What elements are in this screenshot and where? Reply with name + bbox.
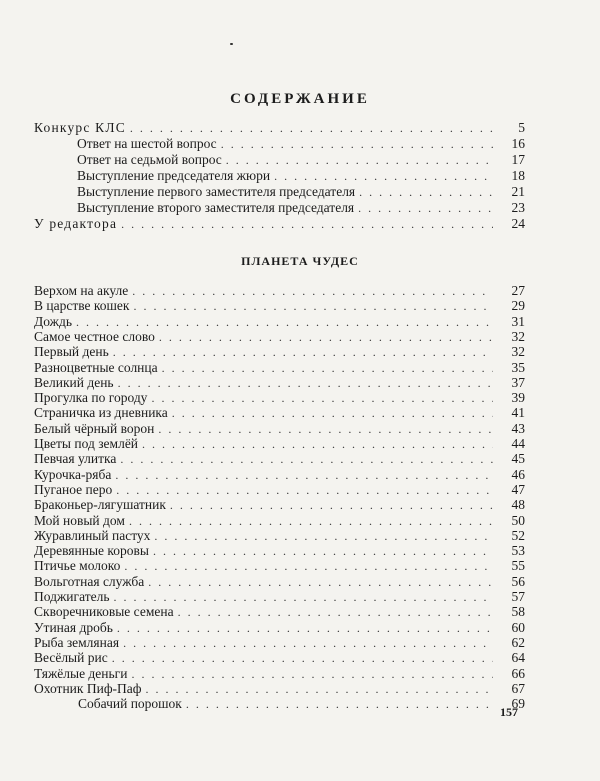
toc-title: Скворечниковые семена: [34, 604, 174, 620]
toc-page: 16: [511, 136, 525, 151]
toc-title: Браконьер-лягушатник: [34, 497, 166, 513]
toc-title: Утиная дробь: [34, 619, 113, 635]
toc-row: [34, 650, 525, 666]
dot-leader: [123, 635, 493, 651]
toc-title: Рыба земляная: [34, 634, 120, 650]
toc-title: Верхом на акуле: [34, 283, 129, 298]
toc-row: [34, 283, 525, 299]
dot-leader: [221, 136, 493, 152]
toc-row: [77, 200, 525, 216]
toc-page: 62: [511, 634, 525, 650]
dot-leader: [131, 666, 493, 682]
toc-page: 23: [511, 200, 525, 215]
toc-title: Цветы под землёй: [34, 436, 139, 451]
toc-title: Птичье молоко: [34, 558, 121, 574]
toc-row: [77, 184, 525, 200]
contents-heading: СОДЕРЖАНИЕ: [230, 91, 370, 107]
toc-title: Собачий порошок: [78, 696, 182, 712]
dot-leader: [133, 298, 493, 314]
toc-row: [77, 152, 525, 168]
toc-page: 24: [511, 216, 525, 231]
toc-page: 46: [511, 466, 525, 482]
dot-leader: [148, 574, 493, 590]
toc-row: [34, 216, 525, 232]
toc-row: [78, 696, 525, 712]
toc-page: 32: [511, 344, 525, 360]
toc-page: 37: [511, 374, 525, 390]
toc-title: Деревянные коровы: [34, 543, 149, 559]
toc-page: 60: [511, 619, 525, 635]
dot-leader: [120, 451, 493, 467]
dot-leader: [154, 528, 493, 544]
toc-row: [34, 635, 525, 651]
dot-leader: [132, 283, 493, 299]
dot-leader: [159, 329, 493, 345]
toc-page: 47: [511, 481, 525, 497]
toc-row: [34, 497, 525, 513]
toc-title: Выступление второго заместителя председателя: [77, 200, 355, 215]
toc-title: Ответ на шестой вопрос: [77, 136, 217, 151]
dot-leader: [112, 650, 493, 666]
toc-page: 69: [511, 696, 525, 712]
toc-row: [34, 390, 525, 406]
toc-title: Выступление первого заместителя председателя: [77, 184, 356, 199]
toc-title: Первый день: [34, 344, 109, 360]
dot-leader: [186, 696, 493, 712]
toc-title: Великий день: [34, 374, 114, 390]
dot-leader: [121, 216, 493, 232]
toc-title: Весёлый рис: [34, 650, 108, 666]
toc-page: 45: [511, 451, 525, 467]
toc-row: [34, 298, 525, 314]
dot-leader: [130, 120, 493, 136]
toc-row: [34, 666, 525, 682]
toc-row: [34, 421, 525, 437]
toc-title: Ответ на седьмой вопрос: [77, 152, 222, 167]
toc-page: 31: [511, 313, 525, 329]
toc-page: 48: [511, 497, 525, 513]
dot-leader: [76, 314, 493, 330]
toc-page: 50: [511, 512, 525, 528]
dot-leader: [226, 152, 493, 168]
toc-page: 17: [511, 152, 525, 167]
toc-page: 56: [511, 573, 525, 589]
dot-leader: [116, 482, 493, 498]
toc-row: [34, 436, 525, 452]
toc-row: [34, 528, 525, 544]
toc-row: [34, 574, 525, 590]
toc-page: 64: [511, 650, 525, 666]
toc-title: Тяжёлые деньги: [34, 665, 128, 681]
toc-page: 44: [511, 436, 525, 451]
toc-row: [34, 681, 525, 697]
print-mark: [230, 43, 233, 45]
dot-leader: [274, 168, 493, 184]
dot-leader: [359, 184, 493, 200]
toc-page: 66: [511, 665, 525, 681]
toc-title: Конкурс КЛС: [34, 120, 126, 135]
toc-row: [77, 136, 525, 152]
toc-row: [34, 120, 525, 136]
toc-page: 5: [518, 120, 525, 135]
dot-leader: [129, 513, 493, 529]
toc-page: 67: [511, 680, 525, 696]
toc-title: Курочка-ряба: [34, 466, 112, 482]
dot-leader: [153, 543, 493, 559]
toc-page: 53: [511, 543, 525, 559]
toc-row: [34, 405, 525, 421]
toc-page: 58: [511, 604, 525, 620]
toc-row: [34, 314, 525, 330]
toc-row: [34, 375, 525, 391]
dot-leader: [117, 620, 493, 636]
toc-page: 18: [511, 168, 525, 183]
toc-row: [34, 543, 525, 559]
dot-leader: [115, 467, 493, 483]
toc-page: 43: [511, 420, 525, 436]
dot-leader: [113, 344, 493, 360]
dot-leader: [162, 360, 493, 376]
toc-page: 55: [511, 558, 525, 574]
toc-title: Выступление председателя жюри: [77, 168, 271, 183]
toc-title: В царстве кошек: [34, 298, 130, 314]
toc-row: [34, 513, 525, 529]
page-number: 157: [500, 705, 518, 719]
toc-page: 29: [511, 298, 525, 314]
toc-title: Охотник Пиф-Паф: [34, 680, 142, 696]
toc-row: [34, 558, 525, 574]
toc-row: [34, 620, 525, 636]
toc-page: 35: [511, 359, 525, 375]
toc-page: 39: [511, 390, 525, 406]
toc-page: 32: [511, 328, 525, 344]
dot-leader: [172, 405, 493, 421]
toc-row: [34, 589, 525, 605]
dot-leader: [118, 375, 493, 391]
toc-title: Прогулка по городу: [34, 390, 148, 406]
toc-title: Белый чёрный ворон: [34, 420, 155, 436]
toc-title: Дождь: [34, 313, 72, 329]
toc-row: [34, 604, 525, 620]
dot-leader: [158, 421, 493, 437]
toc-row: [34, 344, 525, 360]
dot-leader: [146, 681, 493, 697]
toc-page: 52: [511, 527, 525, 543]
toc-title: Поджигатель: [34, 589, 110, 604]
toc-page: 27: [511, 283, 525, 298]
toc-title: Певчая улитка: [34, 451, 117, 467]
toc-page: 41: [511, 405, 525, 421]
toc-title: Самое честное слово: [34, 328, 155, 344]
toc-title: У редактора: [34, 216, 118, 231]
toc-page: 21: [511, 184, 525, 199]
toc-row: [34, 329, 525, 345]
toc-row: [34, 360, 525, 376]
toc-row: [34, 482, 525, 498]
toc-title: Разноцветные солнца: [34, 359, 158, 375]
toc-title: Журавлиный пастух: [34, 527, 151, 543]
toc-page: 57: [511, 589, 525, 604]
dot-leader: [142, 436, 493, 452]
dot-leader: [124, 558, 493, 574]
dot-leader: [178, 604, 493, 620]
toc-row: [34, 451, 525, 467]
dot-leader: [114, 589, 494, 605]
dot-leader: [170, 497, 493, 513]
toc-title: Пуганое перо: [34, 481, 113, 497]
toc-title: Страничка из дневника: [34, 405, 168, 421]
dot-leader: [358, 200, 493, 216]
section-heading: ПЛАНЕТА ЧУДЕС: [241, 254, 359, 268]
toc-row: [77, 168, 525, 184]
toc-row: [34, 467, 525, 483]
toc-title: Вольготная служба: [34, 573, 145, 589]
toc-title: Мой новый дом: [34, 512, 125, 528]
dot-leader: [151, 390, 493, 406]
